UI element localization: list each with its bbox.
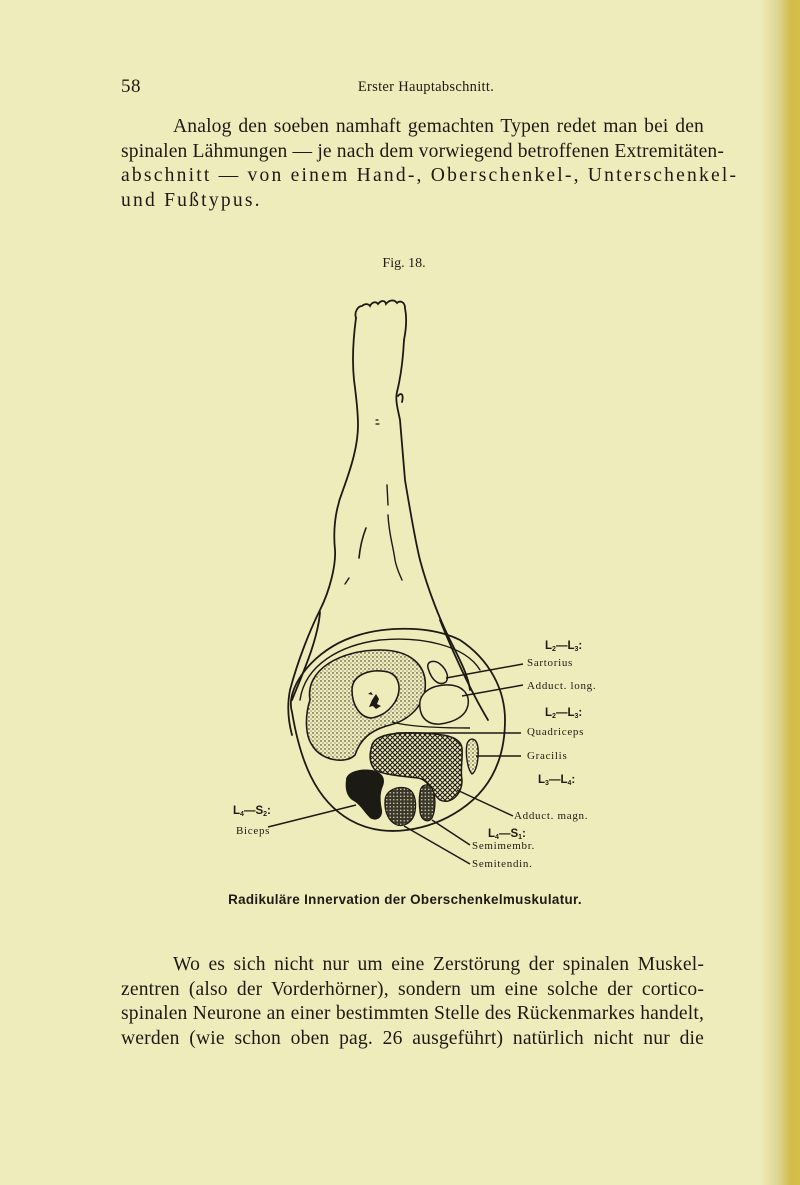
muscle-label-quadriceps: Quadriceps bbox=[527, 726, 585, 738]
root-to: L bbox=[560, 774, 568, 786]
root-from-sub: 4 bbox=[240, 811, 244, 818]
root-from: L bbox=[545, 707, 553, 719]
root-to: L bbox=[567, 707, 575, 719]
root-from-sub: 2 bbox=[552, 713, 556, 720]
root-to: L bbox=[567, 640, 575, 652]
root-to-sub: 2 bbox=[263, 811, 268, 818]
root-to: S bbox=[255, 805, 264, 817]
root-label-l2-l3-a: $L_2—L_3$: bbox=[545, 640, 583, 653]
adductor-magnus-muscle bbox=[370, 733, 462, 801]
root-to: S bbox=[510, 828, 519, 840]
running-title: Erster Hauptabschnitt. bbox=[357, 79, 495, 95]
muscle-label-gracilis: Gracilis bbox=[527, 750, 568, 762]
semitendinosus-muscle bbox=[385, 788, 416, 826]
root-from: L bbox=[488, 828, 496, 840]
root-from: L bbox=[538, 774, 546, 786]
muscle-label-sartorius: Sartorius bbox=[527, 657, 574, 669]
root-to-sub: 1 bbox=[518, 834, 523, 841]
root-label-l2-l3-b: $L_2—L_3$: bbox=[545, 707, 583, 720]
adductor-longus-muscle bbox=[420, 685, 469, 724]
foot-outline bbox=[355, 300, 406, 340]
root-from-sub: 4 bbox=[495, 834, 499, 841]
muscle-label-semitendinosus: Semitendin. bbox=[472, 858, 533, 870]
paragraph-line: spinalen Neurone an einer bestimmten Stelle des Rückenmarkes handelt, bbox=[121, 1003, 704, 1024]
root-label-l3-l4: $L_3—L_4$: bbox=[538, 774, 576, 787]
page-number: 58 bbox=[121, 76, 141, 97]
paragraph-line: abschnitt — von einem Hand-, Oberschenkel-, Unterschenkel- bbox=[121, 165, 739, 186]
paragraph-line: Wo es sich nicht nur um eine Zerstörung der spinalen Muskel- bbox=[173, 954, 704, 975]
root-from: L bbox=[233, 805, 241, 817]
figure-caption: Radikuläre Innervation der Oberschenkelmuskulatur. bbox=[228, 892, 582, 907]
biceps-muscle bbox=[346, 769, 384, 819]
muscle-label-biceps: Biceps bbox=[236, 825, 271, 837]
root-from-sub: 2 bbox=[552, 646, 556, 653]
figure-label: Fig. 18. bbox=[382, 256, 426, 271]
root-label-l4-s1: $L_4—S_1$: bbox=[488, 828, 526, 841]
sartorius-muscle bbox=[428, 661, 448, 683]
root-to-sub: 3 bbox=[574, 713, 579, 720]
root-from-sub: 3 bbox=[545, 780, 549, 787]
root-from: L bbox=[545, 640, 553, 652]
paragraph-line: werden (wie schon oben pag. 26 ausgeführt) natürlich nicht nur die bbox=[121, 1027, 704, 1049]
muscle-label-semimembranosus: Semimembr. bbox=[472, 840, 535, 852]
root-to-sub: 4 bbox=[567, 780, 572, 787]
paragraph-line: zentren (also der Vorderhörner), sondern um eine solche der cortico- bbox=[121, 978, 704, 1000]
root-to-sub: 3 bbox=[574, 646, 579, 653]
paragraph-body bbox=[121, 953, 704, 1051]
muscle-label-adductor-longus: Adduct. long. bbox=[527, 680, 597, 692]
paragraph-line: spinalen Lähmungen — je nach dem vorwiegend betroffenen Extremitäten- bbox=[121, 140, 725, 162]
semimembranosus-muscle bbox=[419, 785, 435, 821]
paragraph-line: Analog den soeben namhaft gemachten Typen redet man bei den bbox=[173, 116, 704, 137]
muscle-label-adductor-magnus: Adduct. magn. bbox=[514, 810, 589, 822]
leg-right-outline bbox=[396, 340, 470, 690]
root-label-l4-s2: $L_4—S_2$: bbox=[233, 805, 271, 818]
paragraph-line: und Fußtypus. bbox=[121, 189, 262, 211]
